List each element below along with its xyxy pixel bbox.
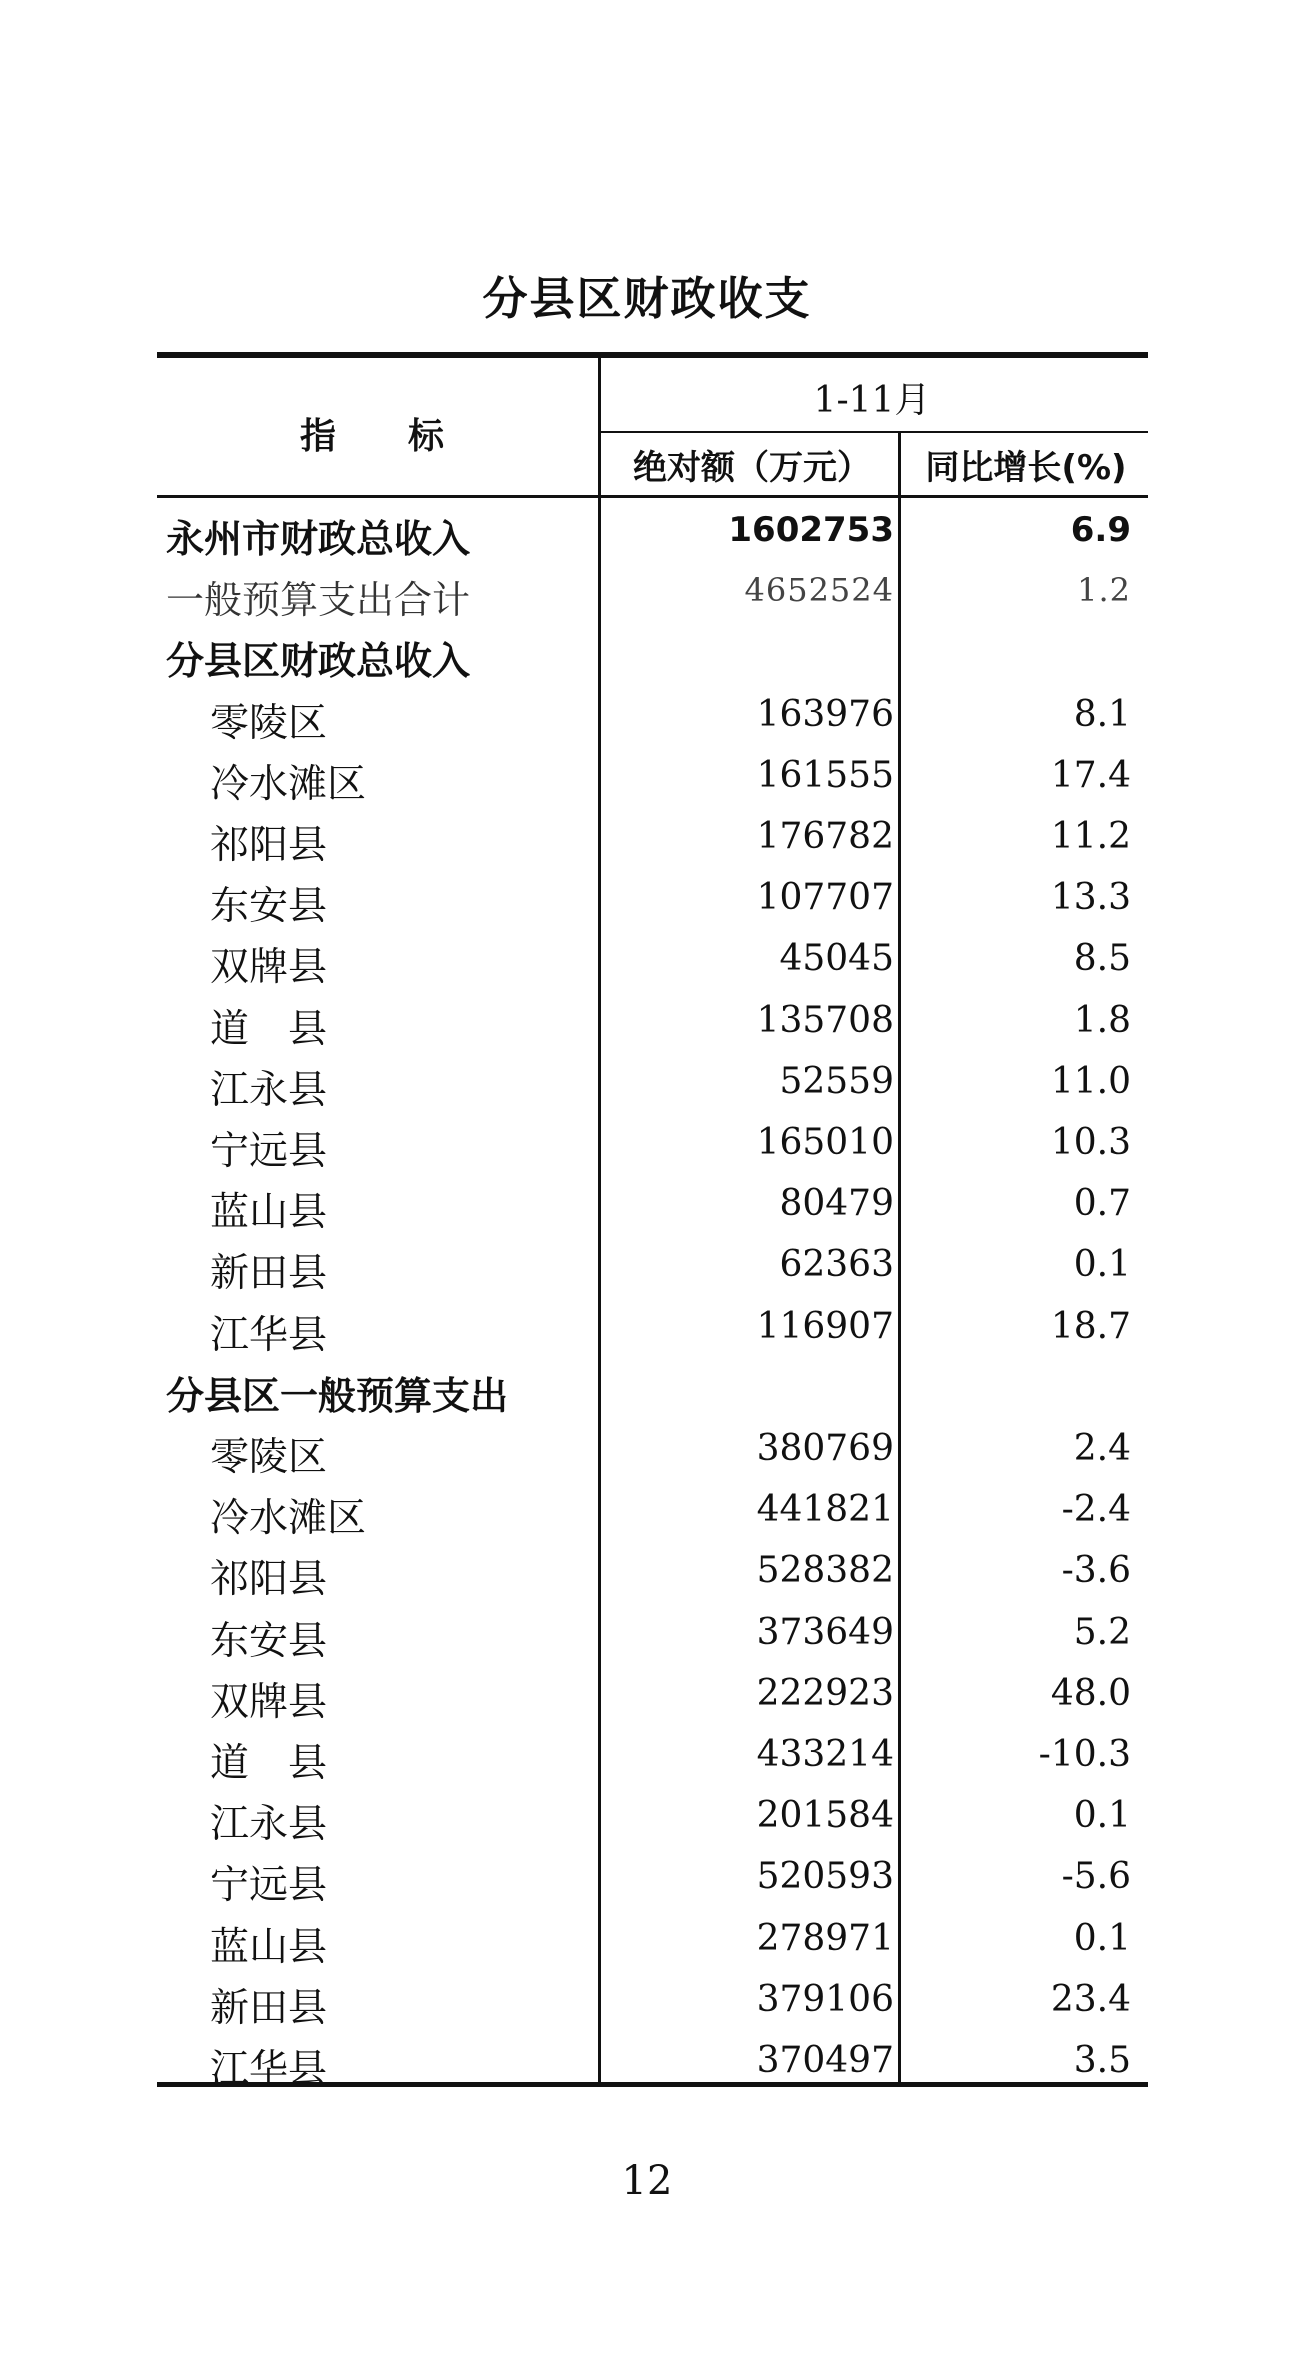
table-row: [0, 867, 1294, 928]
table-row: [0, 990, 1294, 1051]
yoy-growth-cell: 11.0: [1050, 1060, 1131, 1102]
yoy-growth-cell: 6.9: [1070, 510, 1131, 550]
table-row: [0, 745, 1294, 806]
yoy-growth-cell: 10.3: [1050, 1122, 1131, 1163]
table-row: [0, 500, 1294, 561]
yoy-growth-cell: 0.1: [1073, 1244, 1131, 1286]
yoy-growth-cell: 11.2: [1050, 816, 1131, 857]
row-label: 零陵区: [210, 700, 328, 746]
row-label: 祁阳县: [210, 823, 328, 868]
absolute-amount-cell: 373649: [756, 1611, 894, 1653]
yoy-growth-cell: 2.4: [1073, 1428, 1131, 1469]
yoy-growth-cell: 18.7: [1050, 1305, 1131, 1347]
row-label: 江永县: [210, 1802, 328, 1848]
table-row: [0, 1173, 1294, 1234]
row-label: 分县区一般预算支出: [166, 1373, 509, 1418]
row-label: 冷水滩区: [210, 1496, 367, 1542]
table-row: [0, 684, 1294, 745]
table-row: [0, 1846, 1294, 1907]
absolute-amount-cell: 62363: [779, 1244, 894, 1286]
row-label: 道 县: [210, 1006, 328, 1052]
yoy-growth-cell: 17.4: [1050, 754, 1131, 796]
row-label: 宁远县: [210, 1863, 328, 1909]
row-label: 双牌县: [210, 1679, 328, 1725]
yoy-growth-cell: 1.8: [1073, 999, 1131, 1041]
absolute-amount-cell: 176782: [756, 816, 894, 857]
row-label: 东安县: [210, 884, 328, 930]
absolute-amount-cell: 379106: [756, 1978, 894, 2020]
table-row: [0, 1969, 1294, 2030]
row-label: 分县区财政总收入: [166, 639, 471, 684]
yoy-growth-cell: 0.1: [1073, 1795, 1131, 1837]
yoy-growth-cell: -5.6: [1061, 1856, 1131, 1898]
absolute-amount-cell: 107707: [756, 877, 894, 919]
row-label: 蓝山县: [210, 1190, 328, 1236]
row-label: 江华县: [210, 1312, 328, 1358]
page-title: 分县区财政收支: [482, 272, 812, 325]
absolute-amount-cell: 165010: [756, 1122, 894, 1163]
absolute-amount-cell: 370497: [756, 2040, 894, 2081]
absolute-amount-cell: 135708: [756, 999, 894, 1041]
table-row: [0, 1540, 1294, 1601]
table-row: [0, 1724, 1294, 1785]
absolute-amount-cell: 380769: [756, 1428, 894, 1469]
row-label: 零陵区: [210, 1435, 328, 1480]
yoy-growth-cell: 48.0: [1050, 1672, 1131, 1714]
row-label: 宁远县: [210, 1129, 328, 1174]
indicator-header: 指 标: [300, 416, 445, 457]
yoy-growth-cell: 1.2: [1077, 571, 1131, 610]
absolute-amount-cell: 433214: [756, 1734, 894, 1775]
absolute-amount-cell: 528382: [756, 1550, 894, 1592]
table-row: [0, 561, 1294, 622]
yoy-growth-cell: 0.1: [1073, 1917, 1131, 1959]
absolute-amount-cell: 222923: [756, 1672, 894, 1714]
absolute-amount-cell: 201584: [756, 1795, 894, 1837]
yoy-growth-cell: -2.4: [1061, 1489, 1131, 1531]
table-row: [0, 1663, 1294, 1724]
table-row: [0, 1296, 1294, 1357]
period-underline: [601, 431, 1148, 433]
table-row: [0, 1908, 1294, 1969]
table-row: [0, 2030, 1294, 2091]
table-row: [0, 1051, 1294, 1112]
yoy-growth-cell: 8.5: [1073, 938, 1131, 980]
row-label: 祁阳县: [210, 1557, 328, 1603]
table-row: [0, 928, 1294, 989]
yoy-growth-cell: 5.2: [1073, 1611, 1131, 1653]
header-bottom-rule: [157, 495, 1148, 498]
table-row: [0, 1602, 1294, 1663]
row-label: 东安县: [210, 1618, 328, 1664]
absolute-amount-cell: 52559: [779, 1060, 894, 1102]
yoy-growth-cell: 8.1: [1073, 693, 1131, 735]
absolute-amount-cell: 1602753: [728, 510, 894, 550]
table-row: [0, 622, 1294, 683]
yoy-growth-cell: -10.3: [1038, 1734, 1131, 1775]
row-label: 新田县: [210, 1985, 328, 2031]
row-label: 一般预算支出合计: [166, 578, 471, 623]
absolute-amount-cell: 441821: [756, 1489, 894, 1531]
table-row: [0, 1785, 1294, 1846]
table-row: [0, 806, 1294, 867]
absolute-amount-cell: 163976: [756, 693, 894, 735]
table-top-rule: [157, 352, 1148, 358]
period-header: 1-11月: [813, 380, 931, 421]
yoy-growth-cell: 3.5: [1073, 2040, 1131, 2081]
table-row: [0, 1112, 1294, 1173]
absolute-amount-cell: 4652524: [744, 571, 894, 610]
absolute-amount-cell: 80479: [779, 1183, 894, 1225]
absolute-amount-header: 绝对额（万元）: [633, 448, 871, 488]
absolute-amount-cell: 116907: [756, 1305, 894, 1347]
page-number: 12: [621, 2158, 673, 2204]
row-label: 新田县: [210, 1251, 328, 1297]
table-row: [0, 1479, 1294, 1540]
yoy-growth-cell: 13.3: [1050, 877, 1131, 919]
row-label: 冷水滩区: [210, 761, 367, 807]
row-label: 江永县: [210, 1067, 328, 1113]
absolute-amount-cell: 520593: [756, 1856, 894, 1898]
table-row: [0, 1357, 1294, 1418]
yoy-growth-cell: 0.7: [1073, 1183, 1131, 1225]
absolute-amount-cell: 45045: [779, 938, 894, 980]
absolute-amount-cell: 278971: [756, 1917, 894, 1959]
absolute-amount-cell: 161555: [756, 754, 894, 796]
table-row: [0, 1418, 1294, 1479]
yoy-growth-cell: 23.4: [1050, 1978, 1131, 2020]
yoy-growth-header: 同比增长(%): [925, 448, 1127, 488]
row-label: 双牌县: [210, 945, 328, 991]
table-row: [0, 1234, 1294, 1295]
row-label: 蓝山县: [210, 1924, 328, 1970]
yoy-growth-cell: -3.6: [1061, 1550, 1131, 1592]
row-label: 道 县: [210, 1741, 328, 1786]
row-label: 永州市财政总收入: [166, 517, 471, 561]
row-label: 江华县: [210, 2047, 328, 2092]
